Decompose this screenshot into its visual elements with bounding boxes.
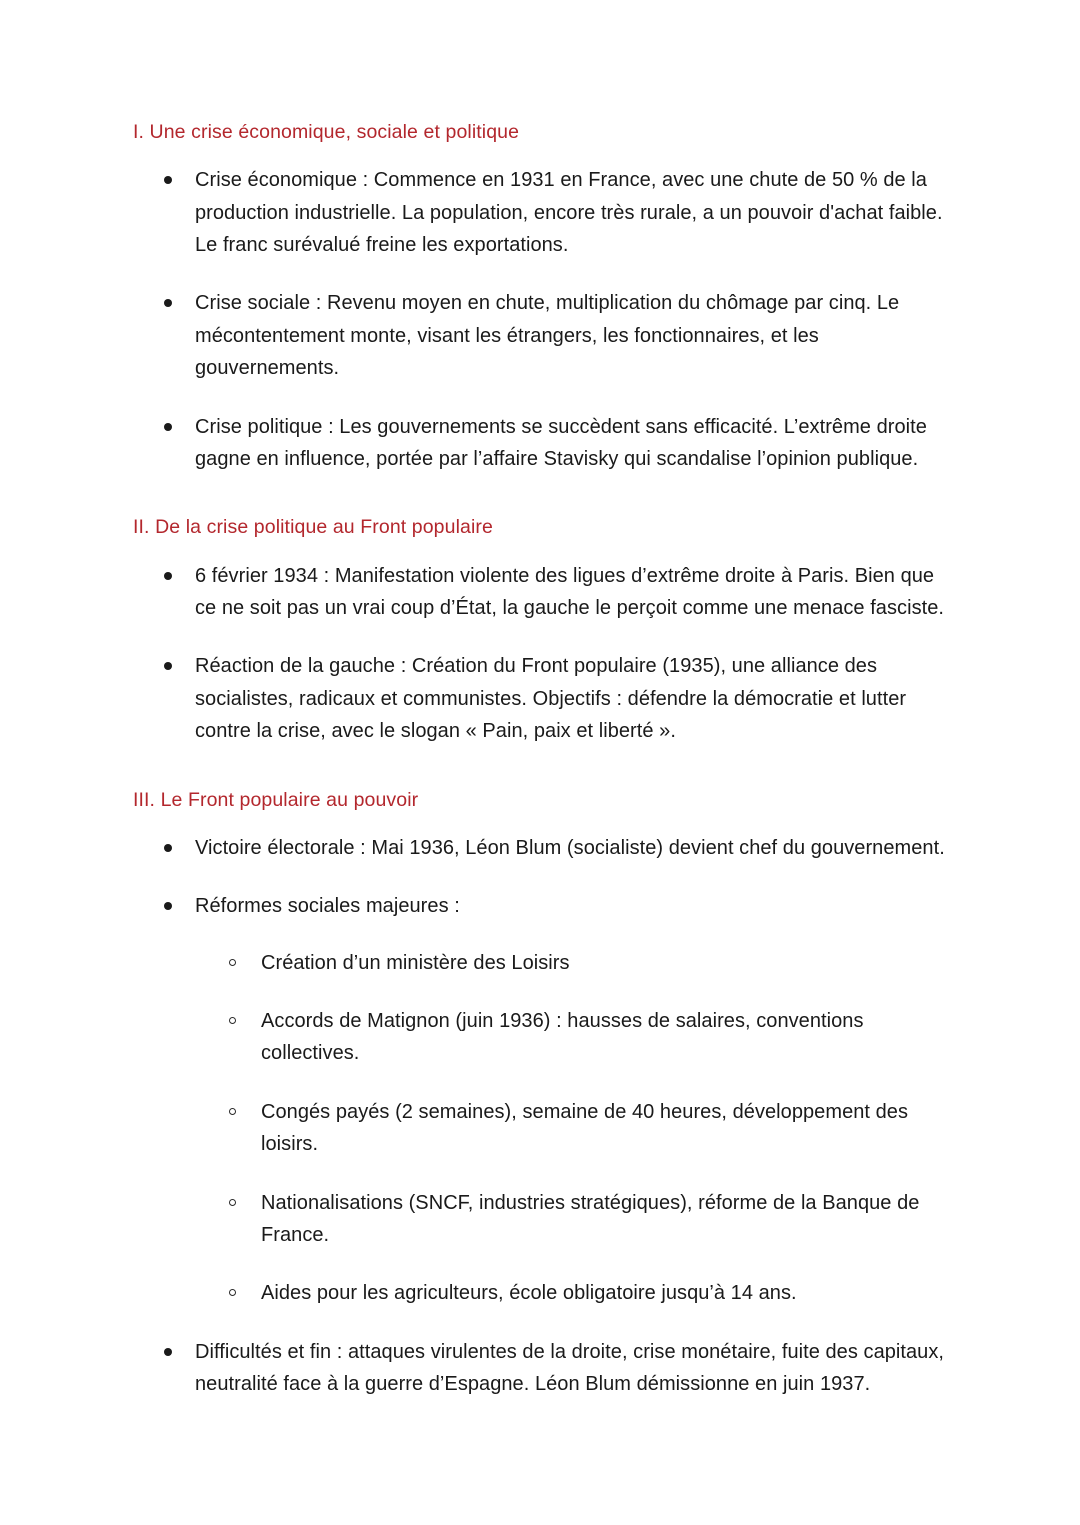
list-item-text: Victoire électorale : Mai 1936, Léon Blum (socialiste) devient chef du gouvernement. [195,836,945,859]
bullet-list-2 [133,560,945,748]
sub-list-item-text: Accords de Matignon (juin 1936) : hausses de salaires, conventions collectives. [261,1010,864,1065]
section-3 [133,786,945,1401]
sub-list-item-text: Nationalisations (SNCF, industries stratégiques), réforme de la Banque de France. [261,1191,920,1246]
sub-list-item [195,1096,945,1161]
list-item-text: 6 février 1934 : Manifestation violente des ligues d’extrême droite à Paris. Bien que ce ne soit pas un vrai coup d’État, la gauche le perçoit comme une menace fasciste. [195,564,945,620]
sub-list-item-text: Congés payés (2 semaines), semaine de 40 heures, développement des loisirs. [261,1100,909,1156]
list-item-text: Réformes sociales majeures : [195,895,460,918]
list-item [133,411,945,476]
bullet-circle-icon [229,1289,236,1296]
bullet-circle-icon [229,1199,236,1206]
section-1 [133,118,945,475]
section-2 [133,513,945,747]
bullet-disc-icon [164,844,172,852]
section-heading-2: II. De la crise politique au Front populaire [133,516,493,539]
list-item-text: Crise politique : Les gouvernements se succèdent sans efficacité. L’extrême droite gagne en influence, portée par l’affaire Stavisky qui scandalise l’opinion publique. [195,415,927,470]
sub-list-item [195,1187,945,1252]
list-item-text: Crise économique : Commence en 1931 en France, avec une chute de 50 % de la production industrielle. La population, encore très rurale, a un pouvoir d'achat faible. Le franc surévalué freine les exportations. [195,169,943,257]
list-item [133,890,945,1310]
bullet-circle-icon [229,1017,236,1024]
bullet-disc-icon [164,176,172,184]
section-heading-1: I. Une crise économique, sociale et politique [133,121,520,143]
bullet-disc-icon [164,423,172,431]
sub-list-item [195,1277,945,1309]
list-item [133,650,945,747]
list-item [133,560,945,625]
bullet-disc-icon [164,1348,172,1356]
sub-list-item [195,947,945,979]
list-item [133,832,945,864]
list-item-text: Difficultés et fin : attaques virulentes de la droite, crise monétaire, fuite des capitaux, neutralité face à la guerre d’Espagne. Léon Blum démissionne en juin 1937. [195,1340,945,1396]
list-item-text: Réaction de la gauche : Création du Front populaire (1935), une alliance des socialistes, radicaux et communistes. Objectifs : défendre la démocratie et lutter contre la crise, avec le slogan « Pain, paix et liberté ». [195,655,907,743]
sub-list-item-text: Aides pour les agriculteurs, école obligatoire jusqu’à 14 ans. [261,1282,797,1305]
list-item [133,287,945,384]
section-heading-3: III. Le Front populaire au pouvoir [133,788,419,811]
bullet-disc-icon [164,902,172,910]
sub-bullet-list [195,947,945,1310]
bullet-disc-icon [164,662,172,670]
bullet-disc-icon [164,572,172,580]
bullet-list-3 [133,832,945,1401]
sub-list-item-text: Création d’un ministère des Loisirs [261,951,570,974]
bullet-disc-icon [164,299,172,307]
document-body [133,118,945,1401]
bullet-list-1 [133,164,945,475]
bullet-circle-icon [229,1108,236,1115]
list-item-text: Crise sociale : Revenu moyen en chute, multiplication du chômage par cinq. Le mécontentement monte, visant les étrangers, les fonctionnaires, et les gouvernements. [195,292,900,380]
list-item [133,164,945,261]
sub-list-item [195,1005,945,1070]
bullet-circle-icon [229,959,236,966]
list-item [133,1336,945,1401]
